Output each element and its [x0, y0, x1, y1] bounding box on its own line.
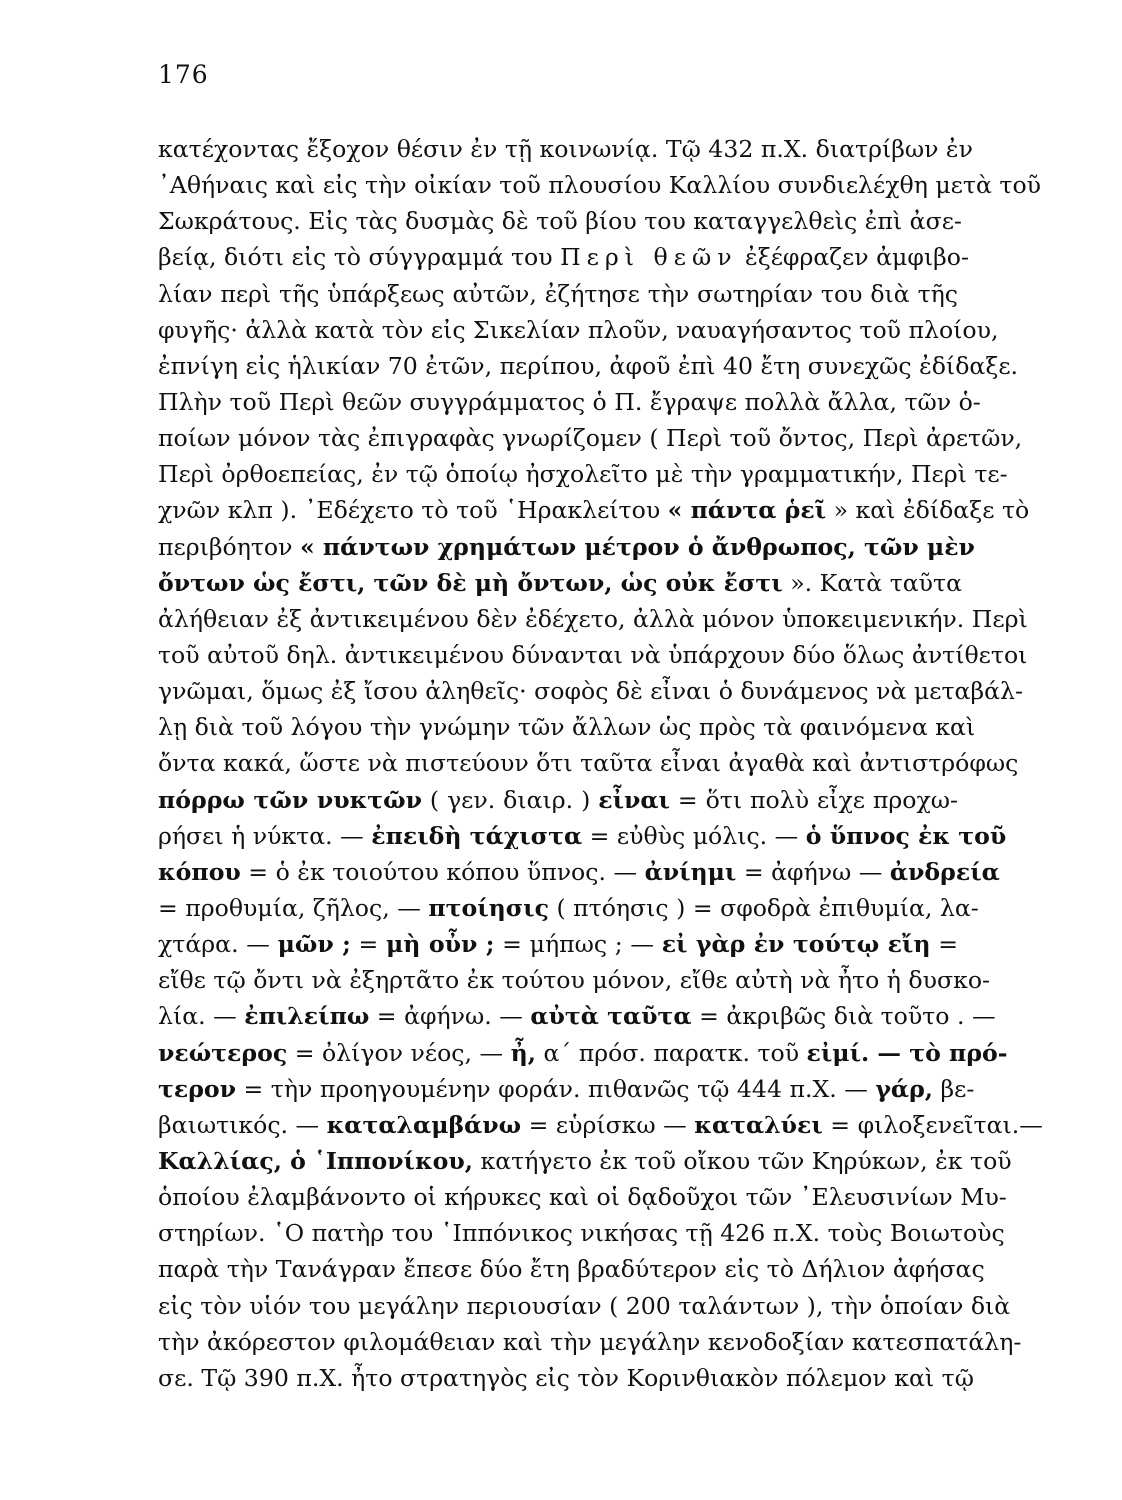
bold-term: « πάντων χρημάτων μέτρον ὁ ἄνθρωπος, τῶν μὲν — [299, 532, 975, 561]
bold-term: γάρ, — [875, 1074, 933, 1103]
text-segment: = — [350, 930, 386, 959]
text-line — [158, 456, 1008, 492]
text-segment: Πλὴν τοῦ Περὶ θεῶν συγγράμματος ὁ Π. ἔγραψε πολλὰ ἄλλα, τῶν ὁ- — [158, 387, 981, 416]
text-segment: εἰς τὸν υἱόν του μεγάλην περιουσίαν ( 200 ταλάντων ), τὴν ὁποίαν διὰ — [158, 1291, 1011, 1320]
bold-term: τερον — [158, 1074, 237, 1103]
text-segment: = φιλοξενεῖται.— — [822, 1110, 1043, 1139]
text-line — [158, 601, 1028, 637]
text-segment: κατήγετο ἐκ τοῦ οἴκου τῶν Κηρύκων, ἐκ τοῦ — [472, 1146, 1012, 1175]
text-segment: λίαν περὶ τῆς ὑπάρξεως αὐτῶν, ἐζήτησε τὴν σωτηρίαν του διὰ τῆς — [158, 279, 958, 308]
bold-term: ἐπειδὴ τάχιστα — [371, 821, 583, 850]
bold-term: ἦ, — [510, 1038, 536, 1067]
text-segment: γνῶμαι, ὅμως ἐξ ἴσου ἀληθεῖς· σοφὸς δὲ εἶναι ὁ δυνάμενος νὰ μεταβάλ- — [158, 677, 1023, 706]
bold-term: πτοίησις — [428, 893, 549, 922]
bold-term: μῶν ; — [277, 930, 351, 959]
text-line — [158, 745, 1019, 781]
text-segment: χνῶν κλπ ). ᾿Εδέχετο τὸ τοῦ ῾Ηρακλείτου — [158, 496, 668, 525]
text-line — [158, 1179, 1007, 1215]
spaced-title: Περὶ θεῶν — [560, 243, 738, 272]
text-line — [158, 565, 963, 601]
text-segment: βε- — [933, 1074, 975, 1103]
bold-term: νεώτερος — [158, 1038, 288, 1067]
bold-term: Καλλίας, ὁ ῾Ιππονίκου, — [158, 1146, 473, 1175]
text-line — [158, 384, 981, 420]
bold-term: μὴ οὖν ; — [386, 930, 495, 959]
bold-term: ὁ ὕπνος ἐκ τοῦ — [805, 821, 1007, 850]
text-segment: ἐπνίγη εἰς ἡλικίαν 70 ἐτῶν, περίπου, ἀφοῦ ἐπὶ 40 ἔτη συνεχῶς ἐδίδαξε. — [158, 351, 1019, 380]
text-line — [158, 203, 962, 239]
text-segment: ρήσει ἡ νύκτα. — — [158, 821, 372, 850]
text-line — [158, 709, 976, 745]
text-segment: περιβόητον — [158, 532, 300, 561]
text-line — [158, 276, 958, 312]
text-line — [158, 167, 1041, 203]
bold-term: κόπου — [158, 857, 241, 886]
text-segment: λία. — — [158, 1002, 245, 1031]
text-segment: παρὰ τὴν Τανάγραν ἔπεσε δύο ἔτη βραδύτερον εἰς τὸ Δήλιον ἀφήσας — [158, 1255, 985, 1284]
text-segment: βαιωτικός. — — [158, 1110, 327, 1139]
bold-term: καταλαμβάνω — [326, 1110, 522, 1139]
text-line — [158, 1035, 1008, 1071]
text-line — [158, 962, 991, 998]
text-segment: σε. Τῷ 390 π.Χ. ἦτο στρατηγὸς εἰς τὸν Κορινθιακὸν πόλεμον καὶ τῷ — [158, 1363, 974, 1392]
bold-term: εἰμί. — τὸ πρό- — [806, 1038, 1008, 1067]
text-line — [158, 1071, 975, 1107]
text-line — [158, 818, 1007, 854]
text-line — [158, 998, 996, 1034]
text-segment: ᾿Αθήναις καὶ εἰς τὴν οἰκίαν τοῦ πλουσίου Καλλίου συνδιελέχθη μετὰ τοῦ — [158, 171, 1041, 200]
text-segment: α΄ πρόσ. παρατκ. τοῦ — [535, 1038, 807, 1067]
text-segment: χτάρα. — — [158, 930, 278, 959]
text-segment: = τὴν προηγουμένην φοράν. πιθανῶς τῷ 444 π.Χ. — — [236, 1074, 876, 1103]
bold-term: ἐπιλείπω — [244, 1002, 370, 1031]
bold-term: πόρρω τῶν νυκτῶν — [158, 785, 422, 814]
text-line — [158, 1324, 1022, 1360]
text-segment: = ἀκριβῶς διὰ τοῦτο . — — [691, 1002, 996, 1031]
text-line — [158, 1288, 1011, 1324]
text-segment: στηρίων. ῾Ο πατὴρ του ῾Ιππόνικος νικήσας τῇ 426 π.Χ. τοὺς Βοιωτοὺς — [158, 1219, 1005, 1248]
text-segment: Περὶ ὀρθοεπείας, ἐν τῷ ὁποίῳ ἠσχολεῖτο μὲ τὴν γραμματικήν, Περὶ τε- — [158, 460, 1008, 489]
text-segment: ». Κατὰ ταῦτα — [782, 568, 963, 597]
text-line — [158, 131, 973, 167]
text-segment: τοῦ αὐτοῦ δηλ. ἀντικειμένου δύνανται νὰ ὑπάρχουν δύο ὅλως ἀντίθετοι — [158, 640, 1028, 669]
text-segment: εἴθε τῷ ὄντι νὰ ἐξηρτᾶτο ἐκ τούτου μόνον, εἴθε αὐτὴ νὰ ἦτο ἡ δυσκο- — [158, 966, 991, 995]
text-segment: ἀλήθειαν ἐξ ἀντικειμένου δὲν ἐδέχετο, ἀλλὰ μόνον ὑποκειμενικήν. Περὶ — [158, 604, 1028, 633]
text-line — [158, 1143, 1012, 1179]
text-line — [158, 890, 979, 926]
text-segment: = εὑρίσκω — — [521, 1110, 695, 1139]
text-segment: ποίων μόνον τὰς ἐπιγραφὰς γνωρίζομεν ( Περὶ τοῦ ὄντος, Περὶ ἀρετῶν, — [158, 424, 1023, 453]
bold-term: εἰ γὰρ ἐν τούτῳ εἴη — [661, 930, 931, 959]
text-line — [158, 637, 1028, 673]
text-line — [158, 926, 958, 962]
text-segment: Σωκράτους. Εἰς τὰς δυσμὰς δὲ τοῦ βίου του καταγγελθεὶς ἐπὶ ἀσε- — [158, 207, 962, 236]
text-segment: τὴν ἀκόρεστον φιλομάθειαν καὶ τὴν μεγάλην κενοδοξίαν κατεσπατάλη- — [158, 1327, 1022, 1356]
text-line — [158, 312, 999, 348]
text-line — [158, 348, 1019, 384]
text-segment: = ὀλίγον νέος, — — [287, 1038, 511, 1067]
text-segment: κατέχοντας ἔξοχον θέσιν ἐν τῇ κοινωνίᾳ. Τῷ 432 π.Χ. διατρίβων ἐν — [158, 135, 973, 163]
text-line — [158, 1215, 1005, 1251]
bold-term: εἶναι — [598, 785, 670, 814]
text-segment: » καὶ ἐδίδαξε τὸ — [826, 496, 1030, 525]
bold-term: « πάντα ῥεῖ — [667, 496, 827, 525]
text-segment: ὄντα κακά, ὥστε νὰ πιστεύουν ὅτι ταῦτα εἶναι ἀγαθὰ καὶ ἀντιστρόφως — [158, 749, 1019, 778]
text-segment: = ὁ ἐκ τοιούτου κόπου ὕπνος. — — [240, 857, 645, 886]
body-text — [158, 131, 1043, 1396]
text-line — [158, 1251, 985, 1287]
text-segment: βείᾳ, διότι εἰς τὸ σύγγραμμά του — [158, 243, 561, 272]
bold-term: ὄντων ὡς ἔστι, τῶν δὲ μὴ ὄντων, ὡς οὐκ ἔστι — [158, 568, 783, 597]
page-number: 176 — [158, 60, 209, 89]
text-segment: = προθυμία, ζῆλος, — — [158, 893, 429, 922]
text-segment: λῃ διὰ τοῦ λόγου τὴν γνώμην τῶν ἄλλων ὡς πρὸς τὰ φαινόμενα καὶ — [158, 713, 976, 742]
text-line — [158, 854, 1000, 890]
text-segment: ἐξέφραζεν ἀμφιβο- — [737, 243, 969, 272]
bold-term: καταλύει — [694, 1110, 823, 1139]
text-line — [158, 420, 1023, 456]
bold-term: ἀνίημι — [644, 857, 737, 886]
text-line — [158, 1360, 974, 1396]
text-segment: = ἀφήνω — — [736, 857, 890, 886]
text-segment: = — [930, 930, 958, 959]
text-line — [158, 239, 969, 275]
text-segment: = μήπως ; — — [494, 930, 662, 959]
text-line — [158, 673, 1023, 709]
bold-term: ἀνδρεία — [889, 857, 1000, 886]
text-segment: = εὐθὺς μόλις. — — [582, 821, 806, 850]
text-segment: ( γεν. διαιρ. ) — [422, 785, 599, 814]
text-line — [158, 492, 1030, 528]
text-line — [158, 782, 958, 818]
text-segment: φυγῆς· ἀλλὰ κατὰ τὸν εἰς Σικελίαν πλοῦν, ναυαγήσαντος τοῦ πλοίου, — [158, 315, 999, 344]
bold-term: αὐτὰ ταῦτα — [530, 1002, 692, 1031]
text-line — [158, 1107, 1043, 1143]
text-segment: = ἀφήνω. — — [369, 1002, 531, 1031]
text-segment: ( πτόησις ) = σφοδρὰ ἐπιθυμία, λα- — [548, 893, 979, 922]
text-segment: = ὅτι πολὺ εἶχε προχω- — [669, 785, 958, 814]
text-line — [158, 529, 975, 565]
text-segment: ὁποίου ἐλαμβάνοντο οἱ κήρυκες καὶ οἱ δᾳδοῦχοι τῶν ᾿Ελευσινίων Μυ- — [158, 1183, 1007, 1212]
